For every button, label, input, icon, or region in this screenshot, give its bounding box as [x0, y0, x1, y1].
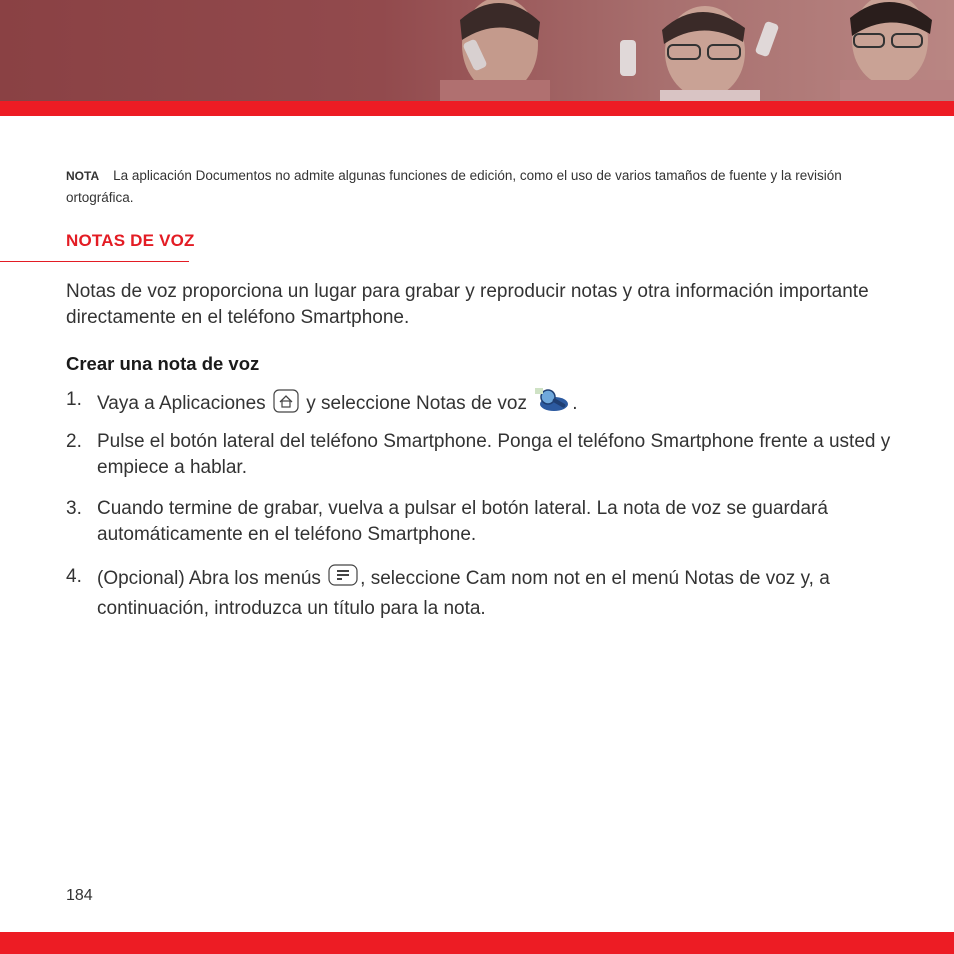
step-text-part: .	[572, 393, 578, 414]
step-text: Pulse el botón lateral del teléfono Smartphone. Ponga el teléfono Smartphone frente a usted y empiece a hablar.	[97, 431, 891, 478]
step-number: 4.	[66, 566, 82, 587]
page-number: 184	[66, 887, 93, 904]
subsection-title: Crear una nota de voz	[66, 353, 260, 374]
step-text-part: (Opcional) Abra los menús	[97, 568, 321, 589]
step-4	[66, 564, 896, 622]
section-divider	[0, 261, 189, 262]
note-label: NOTA	[66, 169, 100, 183]
step-number: 2.	[66, 431, 82, 452]
step-text-part: y seleccione Notas de voz	[306, 393, 527, 414]
step-text: Cuando termine de grabar, vuelva a pulsar el botón lateral. La nota de voz se guardará automáticamente en el teléfono Smartphone.	[97, 498, 828, 545]
people-with-phones-photo	[440, 0, 954, 101]
step-text-part: , seleccione Cam nom not en el menú Notas de voz y, a continuación, introduzca un título para la nota.	[97, 568, 830, 619]
voice-notes-icon	[534, 387, 570, 421]
header-banner	[0, 0, 954, 101]
menu-icon	[328, 564, 358, 596]
header-red-stripe	[0, 101, 954, 116]
step-number: 3.	[66, 498, 82, 519]
step-1	[66, 387, 896, 421]
home-icon	[273, 389, 299, 421]
step-2	[66, 429, 896, 481]
note-block	[66, 165, 886, 208]
section-intro: Notas de voz proporciona un lugar para grabar y reproducir notas y otra información importante directamente en el teléfono Smartphone.	[66, 281, 869, 328]
footer-red-bar	[0, 932, 954, 954]
step-text-part: Vaya a Aplicaciones	[97, 393, 266, 414]
step-text	[97, 387, 896, 421]
section-title: NOTAS DE VOZ	[66, 231, 195, 250]
step-3	[66, 496, 896, 548]
note-text: La aplicación Documentos no admite algunas funciones de edición, como el uso de varios tamaños de fuente y la revisión ortográfica.	[66, 168, 842, 205]
step-number: 1.	[66, 389, 82, 410]
step-text	[97, 564, 896, 622]
